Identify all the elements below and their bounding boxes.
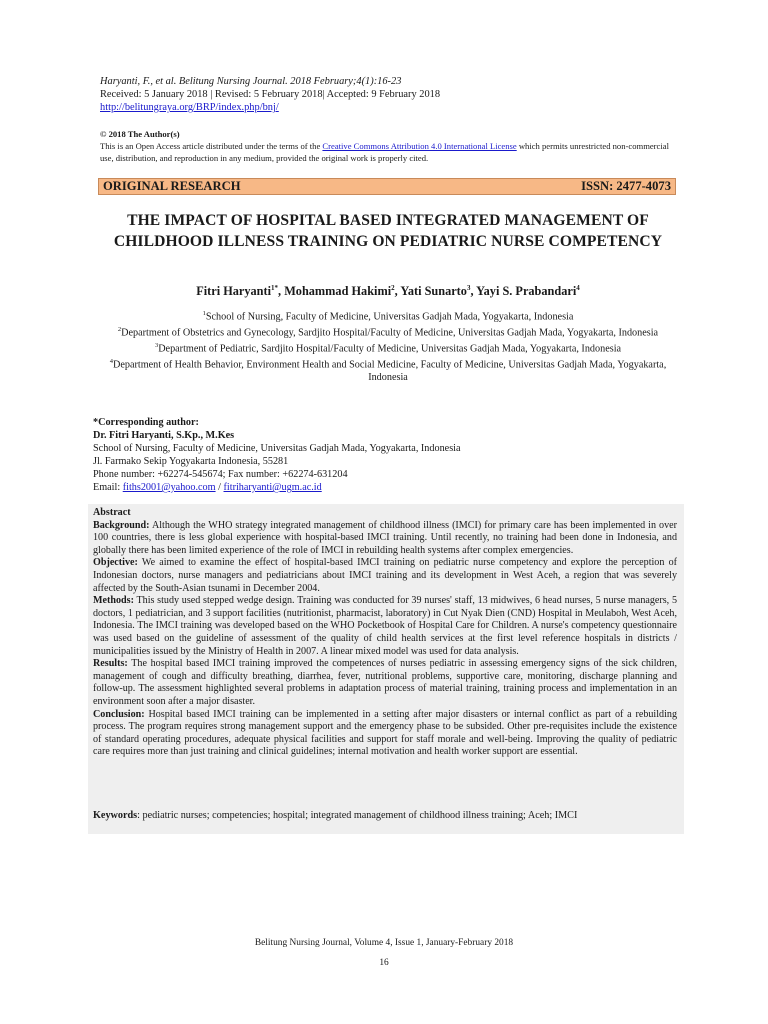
affiliation-number: 1 xyxy=(202,310,206,317)
issn-label: ISSN: 2477-4073 xyxy=(581,179,671,193)
copyright-holder: © 2018 The Author(s) xyxy=(100,129,180,139)
abstract-results xyxy=(93,658,677,708)
results-label: Results: xyxy=(93,658,128,670)
affiliation-number: 2 xyxy=(117,325,122,333)
corresponding-street: Jl. Farmako Sekip Yogyakarta Indonesia, 55281 xyxy=(93,456,289,467)
affiliation-text: Department of Pediatric, Sardjito Hospital/Faculty of Medicine, Universitas Gadjah Mada, Yogyakarta, Indonesia xyxy=(158,343,622,355)
abstract-conclusion xyxy=(93,709,677,759)
corresponding-address: School of Nursing, Faculty of Medicine, Universitas Gadjah Mada, Yogyakarta, Indonesia xyxy=(93,443,461,454)
conclusion-text: Hospital based IMCI training can be implemented in a setting after major disasters or internal conflict as part of a rebuilding process. The program requires strong management support and the emergency phase to be subsided. Other pre-requisites include the existence of standard operating procedures, adequate physical facilities and support for staff morale and well-being. Improving the quality of pediatric care requires more than just training and clinical guidelines; internal motivation and health worker support are essential. xyxy=(93,708,677,758)
affiliation-text: Department of Obstetrics and Gynecology, Sardjito Hospital/Faculty of Medicine, Universitas Gadjah Mada, Yogyakarta, Indonesia xyxy=(121,327,659,339)
author-sup: 4 xyxy=(576,284,580,292)
affiliation-item xyxy=(96,340,680,356)
affiliation-text: Department of Health Behavior, Environment Health and Social Medicine, Faculty of Medicine, Universitas Gadjah Mada, Yogyakarta, Indonesia xyxy=(113,359,667,383)
journal-url-link[interactable]: http://belitungraya.org/BRP/index.php/bnj/ xyxy=(100,102,279,113)
abstract-objective xyxy=(93,557,677,595)
license-text-after: which permits unrestricted non-commercial use, distribution, and reproduction in any medium, provided the original work is properly cited. xyxy=(100,141,669,163)
affiliation-text: School of Nursing, Faculty of Medicine, Universitas Gadjah Mada, Yogyakarta, Indonesia xyxy=(205,311,574,323)
journal-reference: Haryanti, F., et al. Belitung Nursing Journal. 2018 February;4(1):16-23 xyxy=(100,76,402,87)
author-sup: 2 xyxy=(391,284,395,292)
keywords-text: : pediatric nurses; competencies; hospital; integrated management of childhood illness training; Aceh; IMCI xyxy=(137,810,578,821)
objective-label: Objective: xyxy=(93,557,138,569)
methods-text: This study used stepped wedge design. Training was conducted for 39 nurses' staff, 13 midwives, 6 head nurses, 5 nurse managers, 5 doctors, 1 pediatrician, and 3 support facilities (nutritionist, pharmacist, laboratory) in Cut Nyak Dien (CND) Hospital in Meulaboh, West Aceh, Indonesia. The IMCI training was developed based on the WHO Pocketbook of Hospital Care for Children. A nurse's competency questionnaire was used based on the guideline of assessment of the quality of child health services at the first level reference hospitals in districts / municipalities issued by the Ministry of Health in 2007. A linear mixed model was used for data analysis. xyxy=(93,595,677,657)
page-number: 16 xyxy=(379,958,389,968)
keywords-label: Keywords xyxy=(93,810,138,821)
affiliation-number: 3 xyxy=(154,341,159,349)
affiliation-item xyxy=(96,356,680,385)
license-text xyxy=(100,140,678,164)
corresponding-phone: Phone number: +62274-545674; Fax number: +62274-631204 xyxy=(93,469,348,480)
section-label: ORIGINAL RESEARCH xyxy=(103,179,241,193)
abstract-section xyxy=(93,507,677,759)
email-link-ugm[interactable]: fitriharyanti@ugm.ac.id xyxy=(223,482,322,493)
author-list: Fitri Haryanti$^{1*}$, Mohammad Hakimi$^2$, Yati Sunarto$^3$, Yayi S. Prabandari$^4$ xyxy=(196,284,580,299)
author-sup: 1* xyxy=(271,284,279,292)
affiliation-item xyxy=(96,324,680,340)
page-footer: Belitung Nursing Journal, Volume 4, Issue 1, January-February 2018 xyxy=(254,938,514,948)
abstract-methods xyxy=(93,595,677,658)
email-separator: / xyxy=(215,482,224,493)
conclusion-label: Conclusion: xyxy=(93,708,145,720)
abstract-background xyxy=(93,520,677,558)
author-name: Mohammad Hakimi xyxy=(284,284,392,299)
background-label: Background: xyxy=(93,519,150,531)
background-text: Although the WHO strategy integrated management of childhood illness (IMCI) for primary care has been implemented in over 100 countries, there is less global experience with hospital-based IMCI training. Until recently, no training had been done in Indonesia, and globally there has been limited experience of the role of IMCI in rebuilding health systems after complex emergencies. xyxy=(93,519,677,556)
license-link[interactable]: Creative Commons Attribution 4.0 International License xyxy=(322,141,517,151)
section-banner xyxy=(98,178,676,195)
email-link-yahoo[interactable]: fiths2001@yahoo.com xyxy=(122,482,216,493)
corresponding-author xyxy=(93,416,677,494)
keywords-line xyxy=(93,810,677,821)
methods-label: Methods: xyxy=(93,595,134,607)
results-text: The hospital based IMCI training improved the competences of nurses pediatric in assessing emergency signs of the sick children, management of cough and difficulty breathing, diarrhea, fever, nutritional problems, supportive care, monitoring, discharge planning and follow-up. The assessment highlighted several problems in adaptation process of material training, training process and implementation in an environment soon after a major disaster. xyxy=(93,658,677,707)
license-text-before: This is an Open Access article distributed under the terms of the xyxy=(100,141,323,151)
affiliation-number: 4 xyxy=(109,357,113,365)
affiliation-item xyxy=(96,308,680,324)
author-sup: 3 xyxy=(466,284,471,292)
copyright-notice xyxy=(100,128,678,164)
corresponding-heading: *Corresponding author: xyxy=(93,417,199,428)
objective-text: We aimed to examine the effect of hospital-based IMCI training on pediatric nurse competency and explore the perception of Indonesian doctors, nurse managers and pediatricians about IMCI training and its development in West Aceh, a region that was severely affected by the South-Asian tsunami in December 2004. xyxy=(93,557,677,594)
author-name: Yayi S. Prabandari xyxy=(476,284,577,299)
article-dates: Received: 5 January 2018 | Revised: 5 February 2018| Accepted: 9 February 2018 xyxy=(100,89,441,100)
citation-block xyxy=(100,75,440,114)
author-name: Yati Sunarto xyxy=(400,284,467,299)
affiliation-list xyxy=(96,308,680,385)
paper-title: THE IMPACT OF HOSPITAL BASED INTEGRATED MANAGEMENT OF CHILDHOOD ILLNESS TRAINING ON PEDIATRIC NURSE COMPETENCY xyxy=(113,212,663,250)
email-label: Email: xyxy=(93,482,123,493)
author-name: Fitri Haryanti xyxy=(196,284,272,299)
abstract-heading: Abstract xyxy=(93,507,131,518)
corresponding-name: Dr. Fitri Haryanti, S.Kp., M.Kes xyxy=(93,430,235,441)
corresponding-email xyxy=(93,481,677,494)
